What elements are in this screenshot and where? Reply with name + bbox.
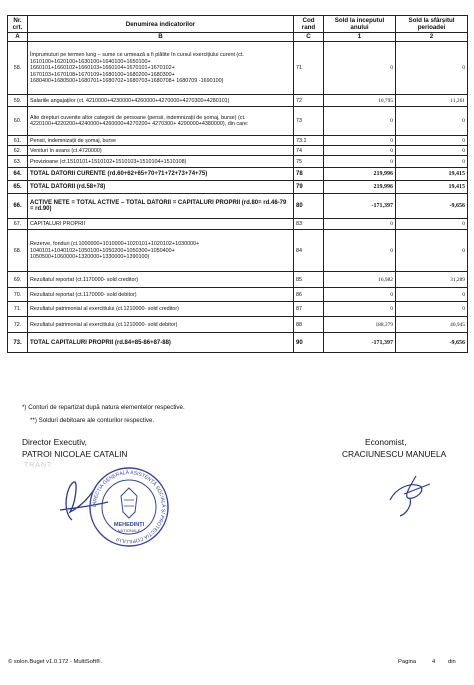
indicator-name: CAPITALURI PROPRII <box>28 219 294 230</box>
header-end-balance: Sold la sfârșitul perioadei <box>396 16 468 33</box>
indicator-name: Rezultatul patrimonial al exercitiului (ct.1210000- sold debitor) <box>28 317 294 333</box>
table-row <box>8 272 468 288</box>
footer-page-label: Pagina <box>398 659 417 665</box>
row-code: 88 <box>294 317 324 333</box>
start-balance: 0 <box>324 107 396 136</box>
end-balance: 0 <box>396 302 468 317</box>
table-header-row <box>8 16 468 33</box>
economist-signature <box>380 470 440 520</box>
balance-sheet-table <box>7 15 468 353</box>
table-row <box>8 333 468 353</box>
end-balance: 31,289 <box>396 272 468 288</box>
start-balance: 188,379 <box>324 317 396 333</box>
table-row <box>8 181 468 194</box>
start-balance: 0 <box>324 136 396 146</box>
row-number: 64. <box>8 168 28 181</box>
header-start-balance: Sold la inceputul anului <box>324 16 396 33</box>
indicator-name: Rezultatul reportat (ct.1170000- sold debitor) <box>28 288 294 302</box>
start-balance: 0 <box>324 156 396 168</box>
end-balance: 0 <box>396 288 468 302</box>
row-code: 83 <box>294 219 324 230</box>
start-balance: 10,795 <box>324 95 396 107</box>
indicator-name: TOTAL DATORII CURENTE (rd.60+62+65+70+71+72+73+74+75) <box>28 168 294 181</box>
row-number: 66. <box>8 194 28 219</box>
end-balance: 0 <box>396 146 468 156</box>
end-balance: 0 <box>396 107 468 136</box>
header-indicator-name: Denumirea indicatorilor <box>28 16 294 33</box>
stamp-inner-text: MEHEDINȚI <box>113 522 145 528</box>
row-code: 75 <box>294 156 324 168</box>
table-body <box>8 42 468 353</box>
table-row <box>8 107 468 136</box>
indicator-name: Alte drepturi cuvenite altor categorii de persoane (pensii, indemnizații de șomaj, burse) (ct. 4220100+4220200+4240000+4260000+4270200+ 4270300+ 4290000+4380000), din care: <box>28 107 294 136</box>
row-code: 72 <box>294 95 324 107</box>
table-row <box>8 219 468 230</box>
indicator-name: ACTIVE NETE = TOTAL ACTIVE – TOTAL DATORII = CAPITALURI PROPRII (rd.80= rd.46-79 = rd.90) <box>28 194 294 219</box>
row-code: 85 <box>294 272 324 288</box>
table-row <box>8 194 468 219</box>
row-code: 87 <box>294 302 324 317</box>
row-code: 71 <box>294 42 324 95</box>
director-title: Director Executiv, <box>22 437 87 447</box>
row-number: 63. <box>8 156 28 168</box>
end-balance: 0 <box>396 230 468 272</box>
row-code: 80 <box>294 194 324 219</box>
column-letter: C <box>294 33 324 42</box>
column-letter: A <box>8 33 28 42</box>
end-balance: 0 <box>396 42 468 95</box>
row-code: 73 <box>294 107 324 136</box>
table-row <box>8 302 468 317</box>
indicator-name: Provizioane (ct.1510101+1510102+1510103+1510104+1510108) <box>28 156 294 168</box>
row-code: 84 <box>294 230 324 272</box>
indicator-name: Venituri în avans (ct.4720000) <box>28 146 294 156</box>
end-balance: 0 <box>396 219 468 230</box>
start-balance: 0 <box>324 230 396 272</box>
row-code: 86 <box>294 288 324 302</box>
indicator-name: Rezultatul patrimonial al exercitiului (ct.1210000- sold creditor) <box>28 302 294 317</box>
row-number: 68. <box>8 230 28 272</box>
footer-software: © solon.Buget v1.0.172 - MultiSoft®. <box>8 659 102 665</box>
economist-title: Economist, <box>365 437 407 447</box>
column-letter-row <box>8 33 468 42</box>
row-code: 78 <box>294 168 324 181</box>
table-row <box>8 168 468 181</box>
start-balance: 0 <box>324 302 396 317</box>
row-number: 60. <box>8 107 28 136</box>
row-number: 73. <box>8 333 28 353</box>
row-code: 79 <box>294 181 324 194</box>
end-balance: 0 <box>396 136 468 146</box>
start-balance: 0 <box>324 219 396 230</box>
indicator-name: Salariile angajaților (ct. 4210000+4230000+4260000+4270000+4270300+4280101) <box>28 95 294 107</box>
stamp-center-text: NAȚIONALE <box>117 528 141 533</box>
footer-of-label: din <box>448 659 456 665</box>
end-balance: -9,656 <box>396 194 468 219</box>
faint-stamp-text: TRANT <box>24 462 53 469</box>
end-balance: 19,415 <box>396 181 468 194</box>
header-nr: Nr. crt. <box>8 16 28 33</box>
start-balance: -171,397 <box>324 194 396 219</box>
row-number: 62. <box>8 146 28 156</box>
row-number: 67. <box>8 219 28 230</box>
header-row-code: Cod rand <box>294 16 324 33</box>
end-balance: 11,261 <box>396 95 468 107</box>
table-row <box>8 146 468 156</box>
row-number: 59. <box>8 95 28 107</box>
indicator-name: TOTAL CAPITALURI PROPRII (rd.84+85-86+87-88) <box>28 333 294 353</box>
start-balance: 219,996 <box>324 181 396 194</box>
start-balance: 16,982 <box>324 272 396 288</box>
row-number: 65. <box>8 181 28 194</box>
column-letter: 1 <box>324 33 396 42</box>
start-balance: -171,397 <box>324 333 396 353</box>
indicator-name: Rezerve, fonduri (ct.1000000+1010000+1020101+1020102+1030000+ 1040101+1040102+1050100+1050200+1050300+1050400+ 1050500+1060000+1320000+1330000+1390100) <box>28 230 294 272</box>
indicator-name: Pensii, indemnizații de șomaj, burse <box>28 136 294 146</box>
row-number: 58. <box>8 42 28 95</box>
table-row <box>8 156 468 168</box>
start-balance: 0 <box>324 288 396 302</box>
footer-page-number: 4 <box>432 659 436 665</box>
end-balance: 19,415 <box>396 168 468 181</box>
footnote-debit-balances: **) Solduri debitoare ale conturilor respective. <box>30 417 155 424</box>
start-balance: 219,996 <box>324 168 396 181</box>
row-number: 70. <box>8 288 28 302</box>
row-number: 72. <box>8 317 28 333</box>
row-code: 73.1 <box>294 136 324 146</box>
table-row <box>8 288 468 302</box>
table-row <box>8 136 468 146</box>
director-name: PATROI NICOLAE CATALIN <box>22 449 128 459</box>
indicator-name: Rezultatul reportat (ct.1170000- sold creditor) <box>28 272 294 288</box>
stamp-outer-text: DIRECȚIA GENERALĂ ASISTENȚĂ SOCIALĂ ȘI PROTECȚIA COPILULUI <box>91 469 167 545</box>
economist-name: CRACIUNESCU MANUELA <box>342 449 447 459</box>
indicator-name: TOTAL DATORII (rd.58+78) <box>28 181 294 194</box>
row-code: 90 <box>294 333 324 353</box>
footnote-repartition: *) Conturi de repartizat după natura elementelor respective. <box>22 404 185 411</box>
end-balance: 0 <box>396 156 468 168</box>
row-number: 71. <box>8 302 28 317</box>
column-letter: 2 <box>396 33 468 42</box>
column-letter: B <box>28 33 294 42</box>
row-code: 74 <box>294 146 324 156</box>
table-row <box>8 317 468 333</box>
official-stamp <box>88 466 170 553</box>
start-balance: 0 <box>324 42 396 95</box>
row-number: 61. <box>8 136 28 146</box>
start-balance: 0 <box>324 146 396 156</box>
end-balance: 40,945 <box>396 317 468 333</box>
table-row <box>8 42 468 95</box>
table-row <box>8 230 468 272</box>
table-row <box>8 95 468 107</box>
indicator-name: Împrumuturi pe termen lung – sume ce urmează a fi plătite în cursul exercițiului curent (ct. 1610100+1620100+1630100+1640100+1650100+ 1660101+1660102+1660103+1660104+1670101+1670102+ 1670103+1670108+1670109+1680100+1680200+1680300+ 1680400+1680500+1680701+1680702+1680703+1680708+ 1680709 -1690100) <box>28 42 294 95</box>
end-balance: -9,656 <box>396 333 468 353</box>
row-number: 69. <box>8 272 28 288</box>
